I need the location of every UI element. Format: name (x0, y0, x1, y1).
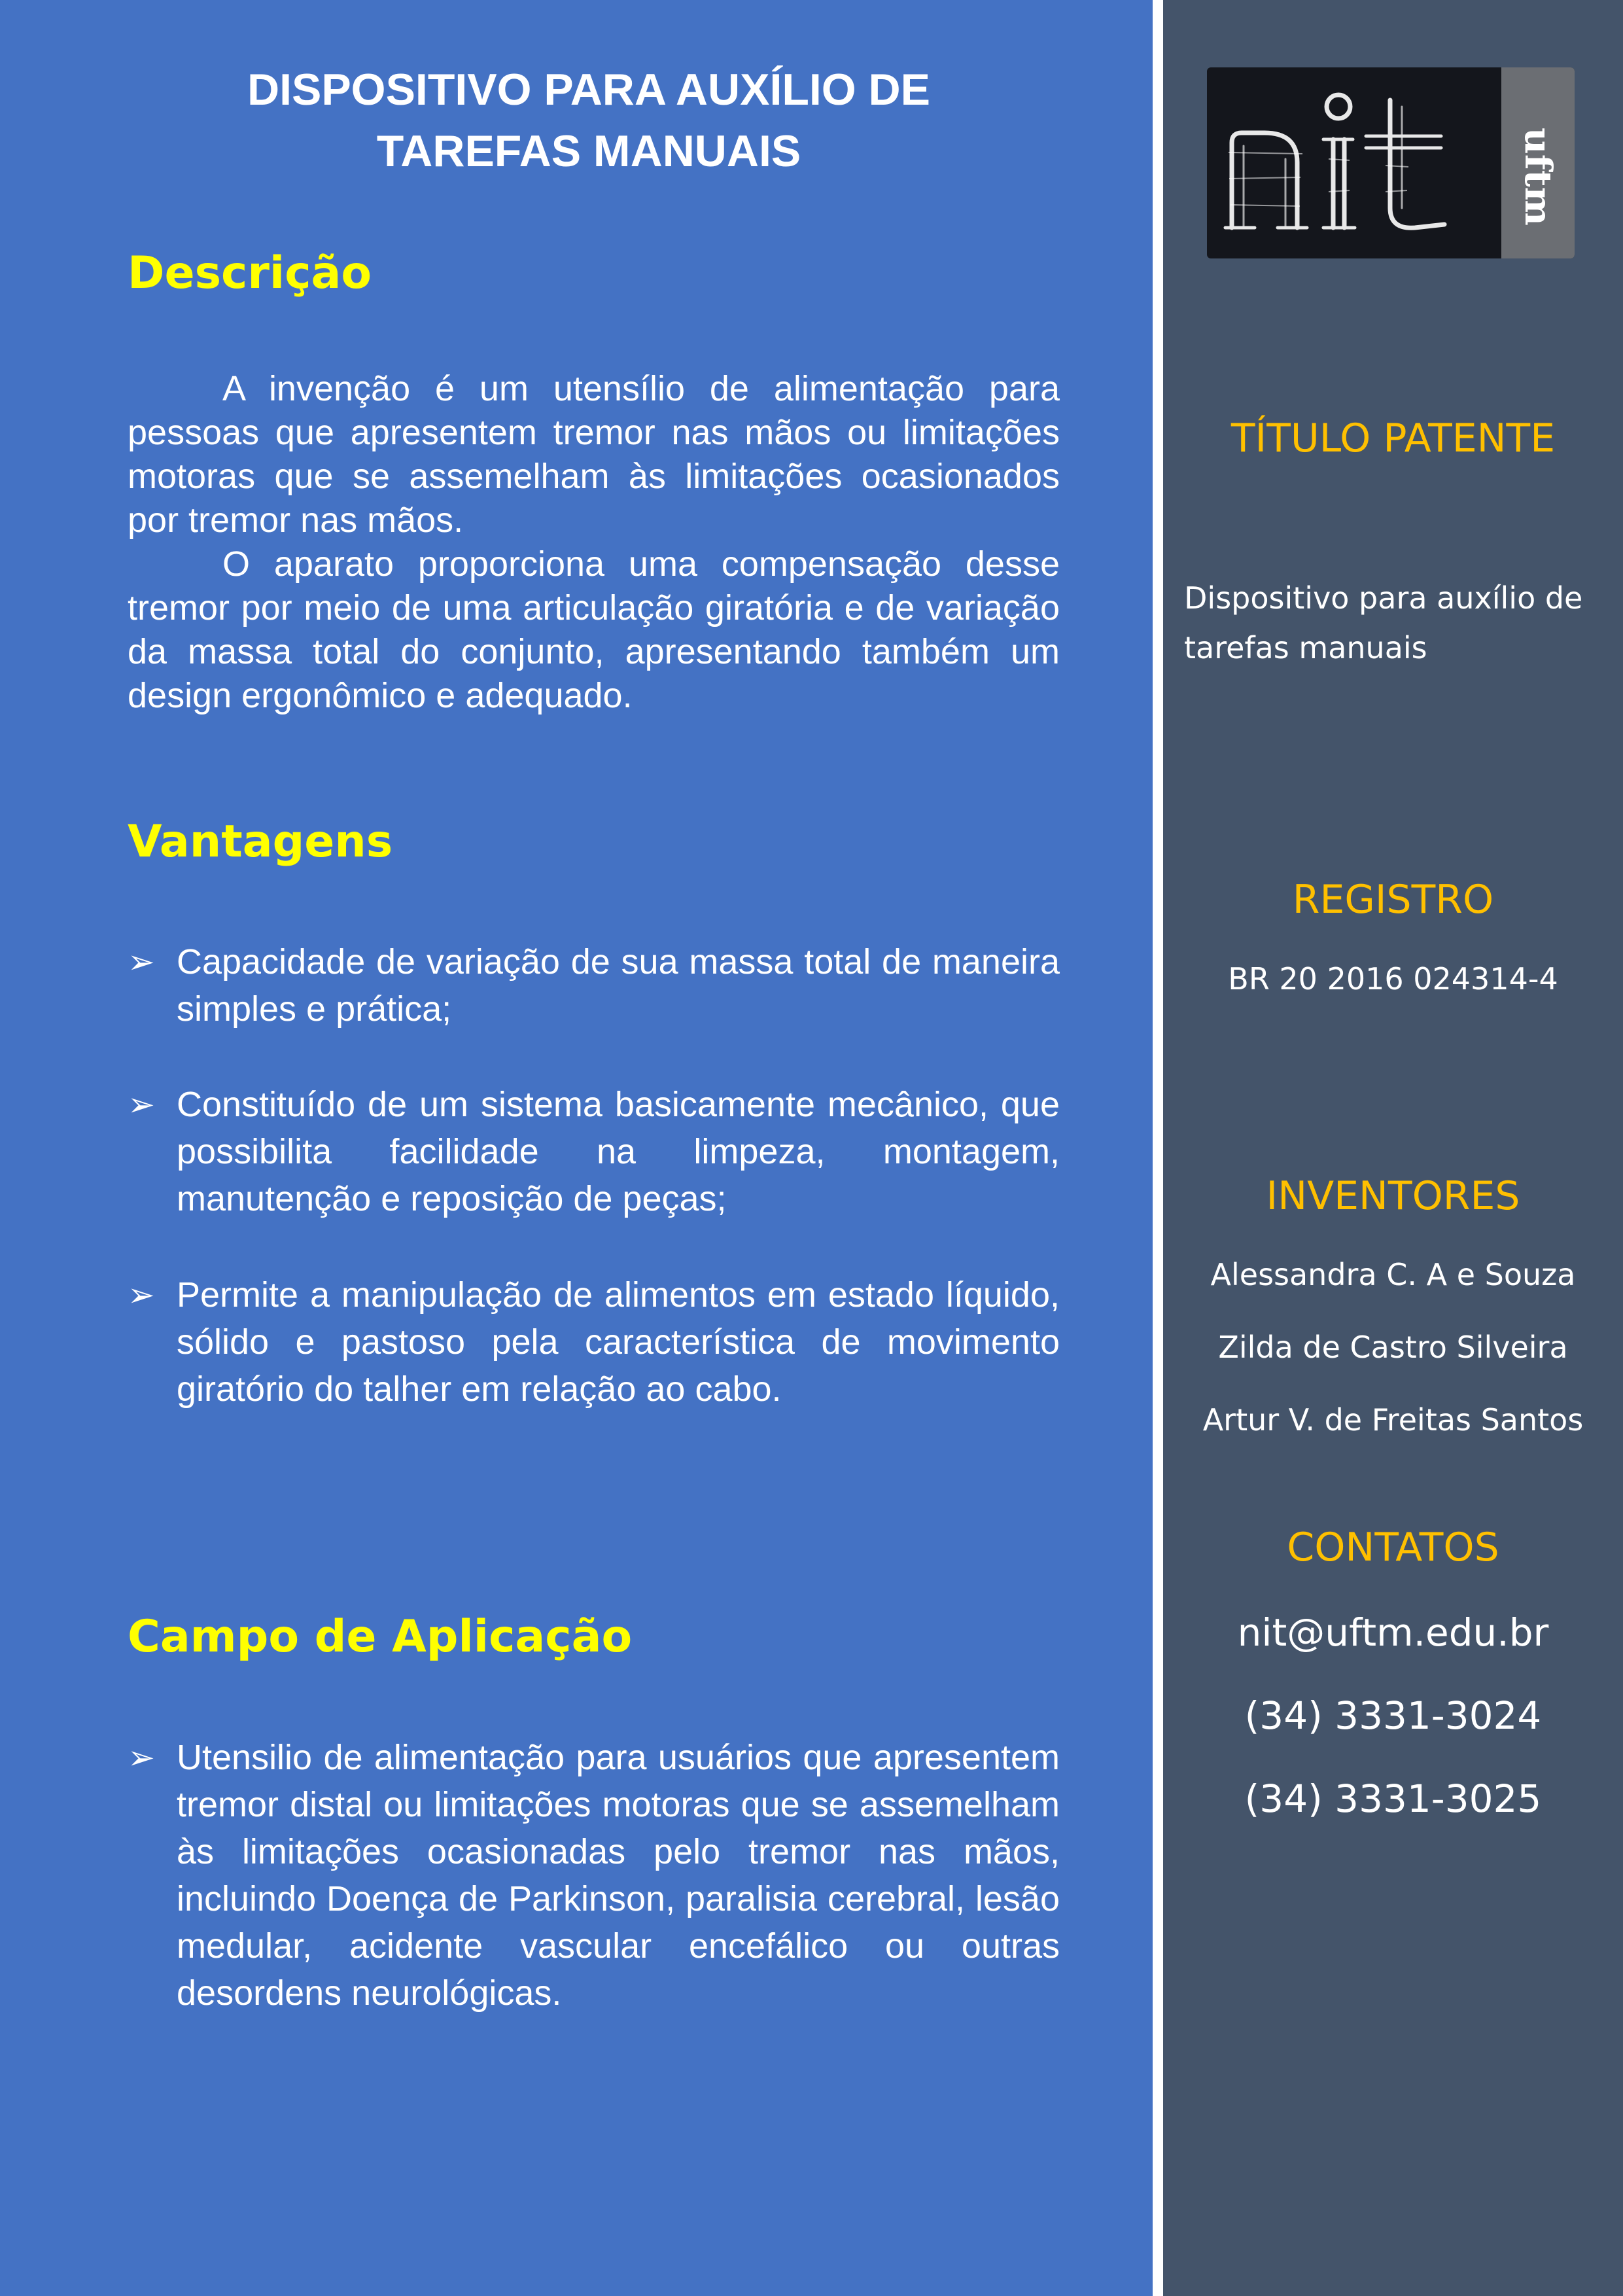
contact-email[interactable]: nit@uftm.edu.br (1237, 1610, 1549, 1655)
arrow-bullet-icon: ➢ (128, 1277, 155, 1313)
inventor-name: Artur V. de Freitas Santos (1202, 1402, 1584, 1438)
inventor-name: Zilda de Castro Silveira (1218, 1330, 1568, 1365)
uftm-logo-tab (1501, 67, 1575, 258)
inventores-heading: INVENTORES (1266, 1173, 1520, 1219)
titulo-patente-text: Dispositivo para auxílio de tarefas manuais (1184, 580, 1583, 665)
arrow-bullet-icon: ➢ (128, 1739, 155, 1776)
page-title-line-2: TAREFAS MANUAIS (376, 126, 801, 176)
campo-item-text: Utensilio de alimentação para usuários que apresentem tremor distal ou limitações motoras que se assemelham às limitações ocasionadas pelo tremor nas mãos, incluindo Doença de Parkinson, paralisia cerebral, lesão medular, acidente vascular encefálico ou outras desordens neurológicas. (177, 1738, 1060, 2013)
contact-phone[interactable]: (34) 3331-3024 (1244, 1693, 1542, 1738)
campo-item (128, 1734, 1060, 2017)
descricao-paragraph-1: A invenção é um utensílio de alimentação para pessoas que apresentem tremor nas mãos ou limitações motoras que se assemelham às limitações ocasionados por tremor nas mãos. (128, 369, 1060, 540)
contatos-heading: CONTATOS (1287, 1525, 1499, 1570)
vantagens-item-text: Constituído de um sistema basicamente mecânico, que possibilita facilidade na limpeza, montagem, manutenção e reposição de peças; (177, 1085, 1060, 1218)
nit-uftm-logo (1207, 67, 1575, 258)
vantagens-item-text: Permite a manipulação de alimentos em estado líquido, sólido e pastoso pela característica de movimento giratório do talher em relação ao cabo. (177, 1275, 1060, 1409)
registro-heading: REGISTRO (1292, 877, 1494, 923)
titulo-patente-heading: TÍTULO PATENTE (1230, 415, 1556, 461)
vantagens-item-text: Capacidade de variação de sua massa total de maneira simples e prática; (177, 942, 1060, 1029)
vantagens-item (128, 1081, 1060, 1222)
nit-logo-icon (1219, 80, 1493, 244)
arrow-bullet-icon: ➢ (128, 1086, 155, 1123)
descricao-heading: Descrição (128, 247, 372, 299)
sidebar-panel (1163, 0, 1623, 2296)
vantagens-item (128, 938, 1060, 1033)
inventor-name: Alessandra C. A e Souza (1210, 1257, 1576, 1292)
campo-heading: Campo de Aplicação (128, 1611, 633, 1663)
arrow-bullet-icon: ➢ (128, 944, 155, 980)
descricao-paragraph-2: O aparato proporciona uma compensação desse tremor por meio de uma articulação giratória e de variação da massa total do conjunto, apresentando também um design ergonômico e adequado. (128, 544, 1060, 715)
vantagens-item (128, 1271, 1060, 1413)
vantagens-heading: Vantagens (128, 816, 393, 868)
page-title-line-1: DISPOSITIVO PARA AUXÍLIO DE (247, 65, 931, 115)
page-title (118, 59, 1060, 182)
contact-phone[interactable]: (34) 3331-3025 (1244, 1776, 1542, 1821)
uftm-logo-text: uftm (1516, 128, 1560, 226)
registro-number: BR 20 2016 024314-4 (1228, 961, 1558, 997)
